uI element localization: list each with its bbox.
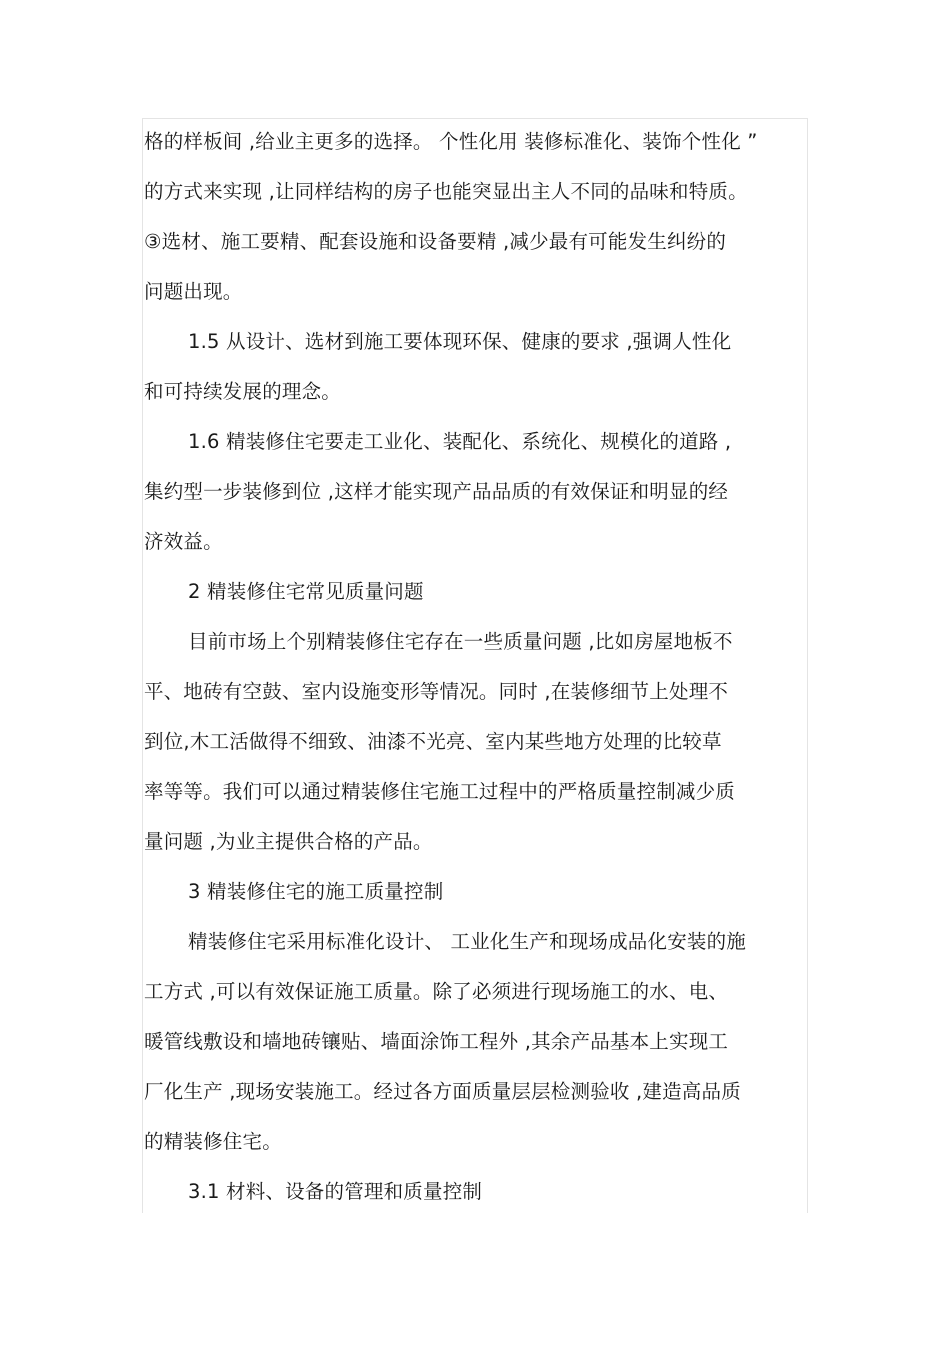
section-heading-1-5: 1.5 从设计、选材到施工要体现环保、健康的要求 ,强调人性化	[188, 330, 732, 353]
text-line: 暖管线敷设和墙地砖镶贴、墙面涂饰工程外 ,其余产品基本上实现工	[144, 1030, 729, 1053]
text-line: 工方式 ,可以有效保证施工质量。除了必须进行现场施工的水、电、	[144, 980, 729, 1003]
text-line: 平、地砖有空鼓、室内设施变形等情况。同时 ,在装修细节上处理不	[144, 680, 729, 703]
text-line: 集约型一步装修到位 ,这样才能实现产品品质的有效保证和明显的经	[144, 480, 729, 503]
section-heading-1-6: 1.6 精装修住宅要走工业化、装配化、系统化、规模化的道路 ,	[188, 430, 732, 453]
document-body	[144, 117, 804, 1217]
text-line: 的方式来实现 ,让同样结构的房子也能突显出主人不同的品味和特质。	[144, 180, 748, 203]
text-line: 到位,木工活做得不细致、油漆不光亮、室内某些地方处理的比较草	[144, 730, 722, 753]
text-line: 的精装修住宅。	[144, 1130, 282, 1153]
text-line: 厂化生产 ,现场安装施工。经过各方面质量层层检测验收 ,建造高品质	[144, 1080, 741, 1103]
section-heading-3-1: 3.1 材料、设备的管理和质量控制	[188, 1180, 483, 1203]
paragraph-start: 精装修住宅采用标准化设计、 工业化生产和现场成品化安装的施	[188, 930, 746, 953]
text-line: 率等等。我们可以通过精装修住宅施工过程中的严格质量控制减少质	[144, 780, 736, 803]
text-line: 格的样板间 ,给业主更多的选择。 个性化用 装修标准化、装饰个性化 ”	[144, 130, 758, 153]
section-heading-3: 3 精装修住宅的施工质量控制	[188, 880, 444, 903]
paragraph-start: 目前市场上个别精装修住宅存在一些质量问题 ,比如房屋地板不	[188, 630, 733, 653]
text-line: 量问题 ,为业主提供合格的产品。	[144, 830, 433, 853]
text-line: ③选材、施工要精、配套设施和设备要精 ,减少最有可能发生纠纷的	[144, 230, 727, 253]
text-line: 问题出现。	[144, 280, 243, 303]
text-line: 和可持续发展的理念。	[144, 380, 342, 403]
section-heading-2: 2 精装修住宅常见质量问题	[188, 580, 424, 603]
text-line: 济效益。	[144, 530, 223, 553]
